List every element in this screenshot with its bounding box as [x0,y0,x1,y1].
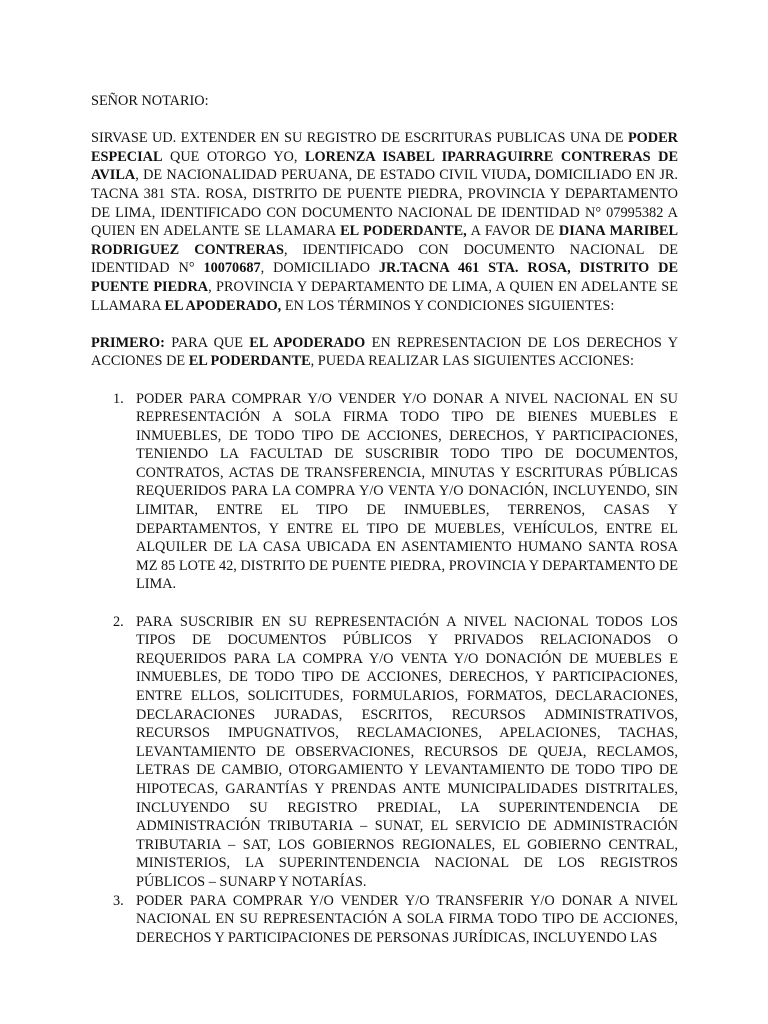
bold-el-poderdante: EL PODERDANTE, [340,223,467,240]
intro-text: , PROVINCIA Y DEPARTAMENTO DE LIMA, A QUIEN EN ADELANTE SE LLAMARA [91,278,678,314]
intro-text: QUE OTORGO YO, [162,148,305,165]
bold-grantor-name: LORENZA ISABEL IPARRAGUIRRE CONTRERAS DE AVILA [91,148,678,184]
list-item-text: PODER PARA COMPRAR Y/O VENDER Y/O DONAR A NIVEL NACIONAL EN SU REPRESENTACIÓN A SOLA FIRMA TODO TIPO DE BIENES MUEBLES E INMUEBLES, DE TODO TIPO DE ACCIONES, DERECHOS, Y PARTICIPACIONES, TENIENDO LA FACULTAD DE SUSCRIBIR TODO TIPO DE DOCUMENTOS, CONTRATOS, ACTAS DE TRANSFERENCIA, MINUTAS Y ESCRITURAS PÚBLICAS REQUERIDOS PARA LA COMPRA Y/O VENTA Y/O DONACIÓN, INCLUYENDO, SIN LIMITAR, ENTRE EL TIPO DE INMUEBLES, TERRENOS, CASAS Y DEPARTAMENTOS, Y ENTRE EL TIPO DE MUEBLES, VEHÍCULOS, ENTRE EL ALQUILER DE LA CASA UBICADA EN ASENTAMIENTO HUMANO SANTA ROSA MZ 85 LOTE 42, DISTRITO DE PUENTE PIEDRA, PROVINCIA Y DEPARTAMENTO DE LIMA. [136,390,678,593]
spacer [91,315,678,334]
bold-primero: PRIMERO: [91,334,165,351]
intro-text: , IDENTIFICADO CON DOCUMENTO NACIONAL DE IDENTIDAD N° [91,241,678,277]
intro-paragraph [91,129,678,315]
intro-text: DOMICILIADO EN JR. TACNA 381 STA. ROSA, DISTRITO DE PUENTE PIEDRA, PROVINCIA Y DEPARTAMENTO DE LIMA, IDENTIFICADO CON DOCUMENTO NACIONAL DE IDENTIDAD N° 07995382 A QUIEN EN ADELANTE SE LLAMARA [91,167,679,240]
bold-poder-especial: PODER ESPECIAL [91,130,678,165]
spacer [91,111,678,130]
bold-el-apoderado: EL APODERADO, [164,297,282,314]
document-page [91,92,678,947]
intro-text: A FAVOR DE [466,223,559,240]
primero-text: EN REPRESENTACION DE LOS DERECHOS Y ACCIONES DE [91,334,679,370]
intro-text: SIRVASE UD. EXTENDER EN SU REGISTRO DE ESCRITURAS PUBLICAS UNA DE [91,130,628,147]
bold-el-poderdante: EL PODERDANTE [188,353,311,370]
bold-address: JR.TACNA 461 STA. ROSA, DISTRITO DE PUENTE PIEDRA [91,260,678,295]
bold-attorney-name: DIANA MARIBEL RODRIGUEZ CONTRERAS [91,223,678,258]
list-item-number: 3. [113,892,124,909]
salutation: SEÑOR NOTARIO: [91,93,209,109]
list-item-number: 2. [113,613,124,630]
intro-text: EN LOS TÉRMINOS Y CONDICIONES SIGUIENTES: [281,297,615,314]
spacer [91,371,678,390]
bold-dni-number: 10070687 [203,260,261,277]
list-item-number: 1. [113,390,124,407]
bold-comma: , [526,167,531,184]
intro-text: , DE NACIONALIDAD PERUANA, DE ESTADO CIVIL VIUDA [135,167,527,184]
list-item [91,892,678,948]
primero-text: PARA QUE [164,334,250,351]
bold-el-apoderado: EL APODERADO [249,334,366,351]
list-item [91,390,678,595]
actions-list [91,390,678,948]
list-item [91,613,678,892]
primero-paragraph [91,334,678,371]
intro-text: , DOMICILIADO [260,260,379,277]
list-item-text: PARA SUSCRIBIR EN SU REPRESENTACIÓN A NIVEL NACIONAL TODOS LOS TIPOS DE DOCUMENTOS PÚBLICOS Y PRIVADOS RELACIONADOS O REQUERIDOS PARA LA COMPRA Y/O VENTA Y/O DONACIÓN DE MUEBLES E INMUEBLES, DE TODO TIPO DE ACCIONES, DERECHOS, Y PARTICIPACIONES, ENTRE ELLOS, SOLICITUDES, FORMULARIOS, FORMATOS, DECLARACIONES, DECLARACIONES JURADAS, ESCRITOS, RECURSOS ADMINISTRATIVOS, RECURSOS IMPUGNATIVOS, RECLAMACIONES, APELACIONES, TACHAS, LEVANTAMIENTO DE OBSERVACIONES, RECURSOS DE QUEJA, RECLAMOS, LETRAS DE CAMBIO, OTORGAMIENTO Y LEVANTAMIENTO DE TODO TIPO DE HIPOTECAS, GARANTÍAS Y PRENDAS ANTE MUNICIPALIDADES DISTRITALES, INCLUYENDO SU REGISTRO PREDIAL, LA SUPERINTENDENCIA DE ADMINISTRACIÓN TRIBUTARIA – SUNAT, EL SERVICIO DE ADMINISTRACIÓN TRIBUTARIA – SAT, LOS GOBIERNOS REGIONALES, EL GOBIERNO CENTRAL, MINISTERIOS, LA SUPERINTENDENCIA NACIONAL DE LOS REGISTROS PÚBLICOS – SUNARP Y NOTARÍAS. [136,613,678,890]
primero-text: , PUEDA REALIZAR LAS SIGUIENTES ACCIONES: [310,353,634,370]
list-item-text: PODER PARA COMPRAR Y/O VENDER Y/O TRANSFERIR Y/O DONAR A NIVEL NACIONAL EN SU REPRESENTACIÓN A SOLA FIRMA TODO TIPO DE ACCIONES, DERECHOS Y PARTICIPACIONES DE PERSONAS JURÍDICAS, INCLUYENDO LAS [136,892,678,946]
